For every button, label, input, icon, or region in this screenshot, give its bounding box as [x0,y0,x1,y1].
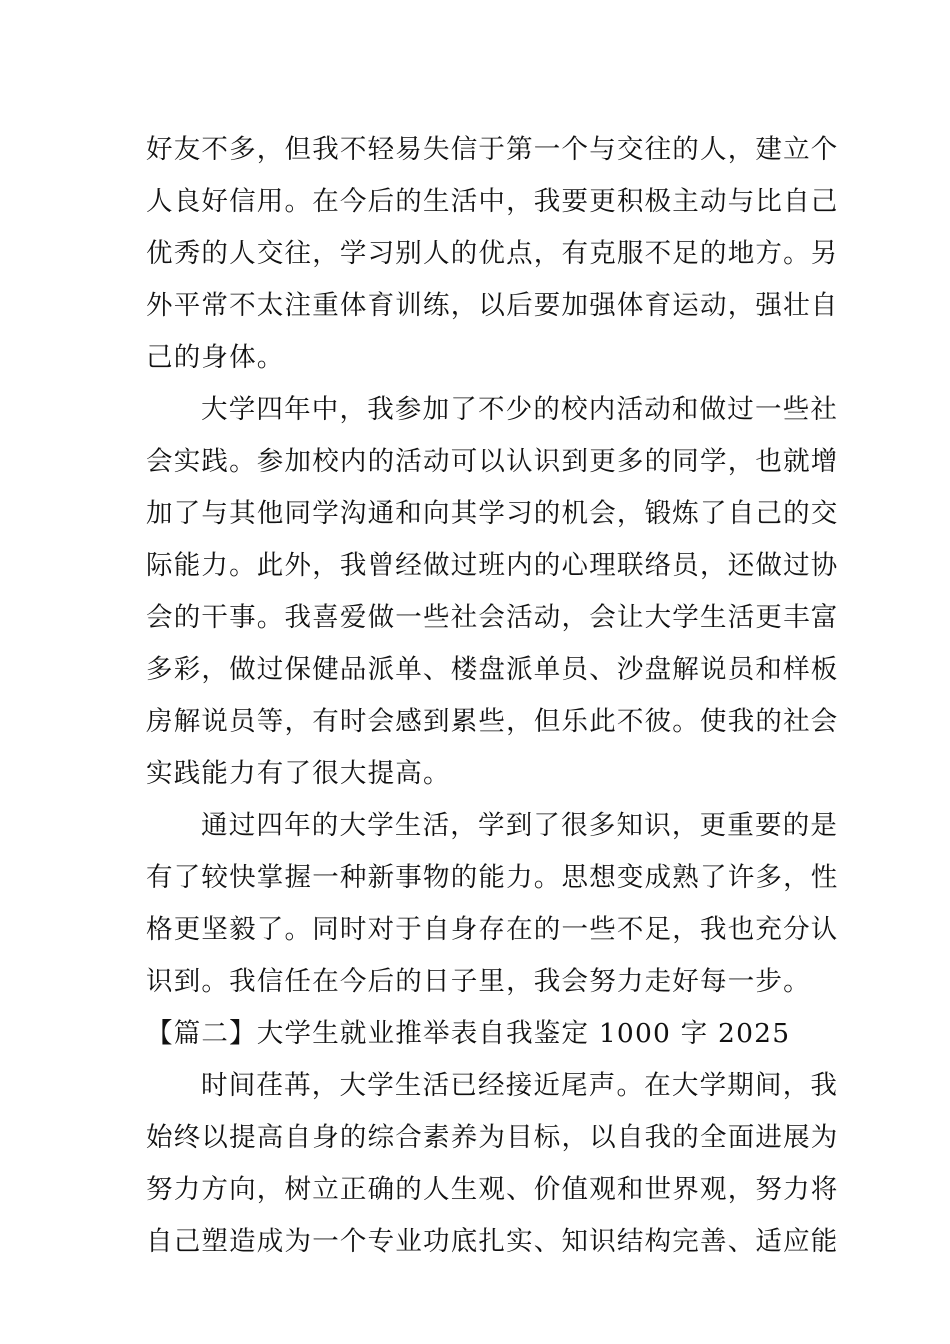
text-line: 人良好信用。在今后的生活中，我要更积极主动与比自己 [146,186,839,217]
text-line: 努力方向，树立正确的人生观、价值观和世界观，努力将 [146,1174,839,1205]
paragraph-start-line: 通过四年的大学生活，学到了很多知识，更重要的是 [201,810,839,841]
text-line: 始终以提高自身的综合素养为目标，以自我的全面进展为 [146,1122,839,1153]
text-line: 会实践。参加校内的活动可以认识到更多的同学，也就增 [146,446,839,477]
text-line: 识到。我信任在今后的日子里，我会努力走好每一步。 [146,966,811,997]
text-line: 房解说员等，有时会感到累些，但乐此不彼。使我的社会 [146,706,839,737]
text-line: 格更坚毅了。同时对于自身存在的一些不足，我也充分认 [146,914,839,945]
text-line: 实践能力有了很大提高。 [146,758,451,789]
document-body [146,124,839,1268]
text-line: 优秀的人交往，学习别人的优点，有克服不足的地方。另 [146,238,839,269]
text-line: 多彩，做过保健品派单、楼盘派单员、沙盘解说员和样板 [146,654,839,685]
text-line: 好友不多，但我不轻易失信于第一个与交往的人，建立个 [146,134,839,165]
paragraph-start-line: 大学四年中，我参加了不少的校内活动和做过一些社 [201,394,839,425]
text-line: 会的干事。我喜爱做一些社会活动，会让大学生活更丰富 [146,602,839,633]
text-line: 际能力。此外，我曾经做过班内的心理联络员，还做过协 [146,550,839,581]
text-line: 外平常不太注重体育训练，以后要加强体育运动，强壮自 [146,290,839,321]
paragraph-start-line: 时间荏苒，大学生活已经接近尾声。在大学期间，我 [201,1070,839,1101]
text-line: 己的身体。 [146,342,285,373]
text-line: 加了与其他同学沟通和向其学习的机会，锻炼了自己的交 [146,498,839,529]
text-line: 有了较快掌握一种新事物的能力。思想变成熟了许多，性 [146,862,839,893]
section-heading: 【篇二】大学生就业推举表自我鉴定 1000 字 2025 [146,1018,791,1049]
text-line: 自己塑造成为一个专业功底扎实、知识结构完善、适应能 [146,1226,839,1257]
